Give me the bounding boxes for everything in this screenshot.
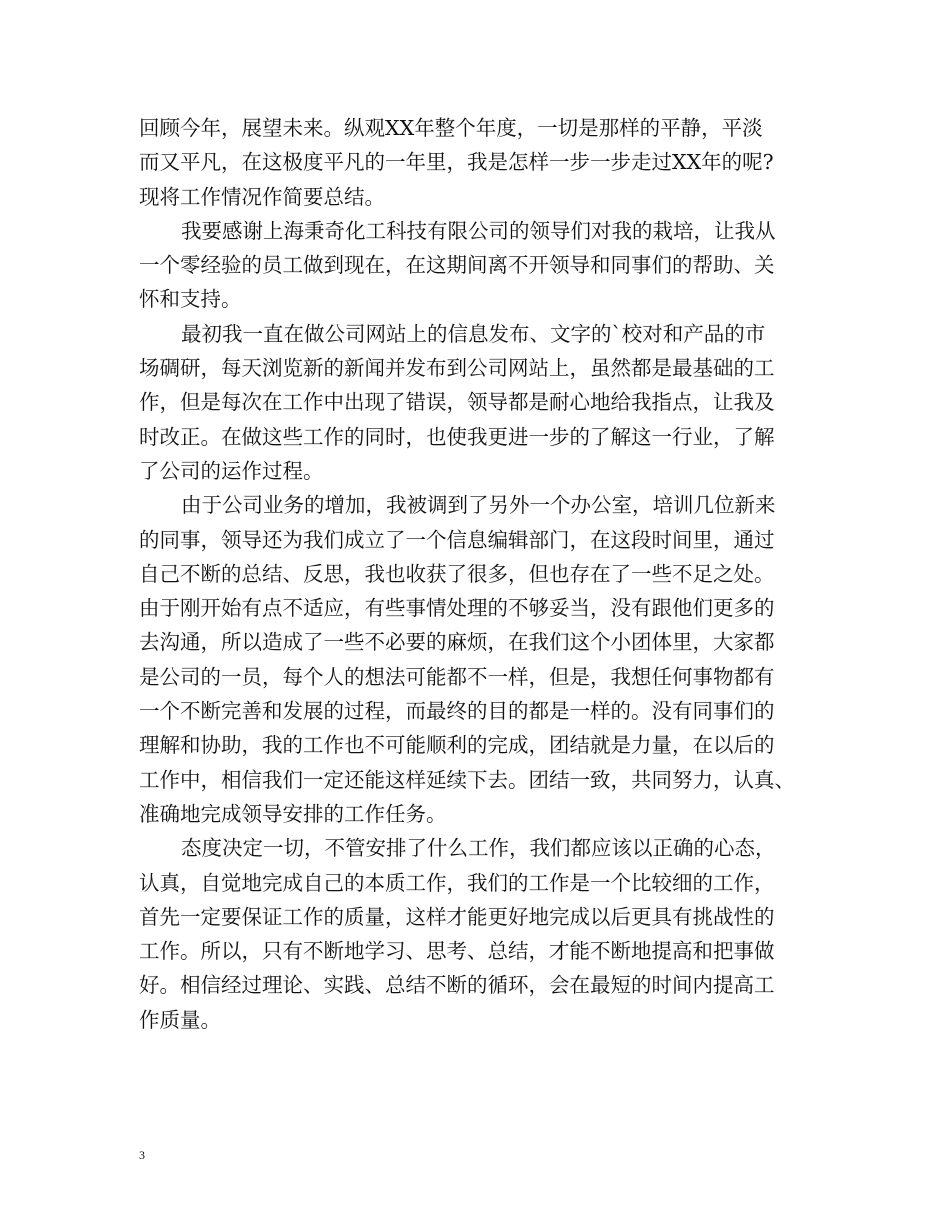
- text-line: 理解和协助，我的工作也不可能顺利的完成，团结就是力量，在以后的: [139, 733, 775, 758]
- text-line: 态度决定一切，不管安排了什么工作，我们都应该以正确的心态，: [181, 836, 776, 861]
- text-line: 工作。所以，只有不断地学习、思考、总结，才能不断地提高和把事做: [139, 939, 775, 964]
- text-line: 现将工作情况作简要总结。: [139, 184, 385, 209]
- paragraph: [139, 831, 823, 1037]
- text-line: 首先一定要保证工作的质量，这样才能更好地完成以后更具有挑战性的: [139, 904, 775, 929]
- paragraph: [139, 317, 823, 488]
- text-line: 由于公司业务的增加，我被调到了另外一个办公室，培训几位新来: [181, 493, 776, 518]
- text-line: 作，但是每次在工作中出现了错误，领导都是耐心地给我指点，让我及: [139, 390, 775, 415]
- text-line: 一个零经验的员工做到现在，在这期间离不开领导和同事们的帮助、关: [139, 253, 775, 278]
- text-line: 工作中，相信我们一定还能这样延续下去。团结一致，共同努力，认真、: [139, 767, 795, 792]
- text-line: 作质量。: [139, 1007, 221, 1032]
- paragraph: [139, 488, 823, 831]
- text-line: 自己不断的总结、反思，我也收获了很多，但也存在了一些不足之处。: [139, 561, 775, 586]
- text-line: 回顾今年，展望未来。纵观XX年整个年度，一切是那样的平静，平淡: [139, 116, 763, 140]
- page-number: 3: [139, 1148, 145, 1162]
- document-body: [139, 111, 823, 1037]
- text-line: 好。相信经过理论、实践、总结不断的循环，会在最短的时间内提高工: [139, 973, 775, 998]
- paragraph: [139, 111, 823, 214]
- text-line: 而又平凡，在这极度平凡的一年里，我是怎样一步一步走过XX年的呢?: [139, 150, 774, 175]
- paragraph: [139, 214, 823, 317]
- text-line: 了公司的运作过程。: [139, 458, 324, 483]
- text-line: 是公司的一员，每个人的想法可能都不一样，但是，我想任何事物都有: [139, 664, 775, 689]
- text-line: 最初我一直在做公司网站上的信息发布、文字的`校对和产品的市: [181, 321, 766, 346]
- text-line: 认真，自觉地完成自己的本质工作，我们的工作是一个比较细的工作，: [139, 870, 775, 895]
- text-line: 准确地完成领导安排的工作任务。: [139, 801, 447, 826]
- text-line: 由于刚开始有点不适应，有些事情处理的不够妥当，没有跟他们更多的: [139, 596, 775, 621]
- text-line: 场碉研，每天浏览新的新闻并发布到公司网站上，虽然都是最基础的工: [139, 356, 775, 381]
- text-line: 我要感谢上海秉奇化工科技有限公司的领导们对我的栽培，让我从: [181, 218, 776, 243]
- text-line: 的同事，领导还为我们成立了一个信息编辑部门，在这段时间里，通过: [139, 527, 775, 552]
- text-line: 去沟通，所以造成了一些不必要的麻烦，在我们这个小团体里，大家都: [139, 630, 775, 655]
- text-line: 一个不断完善和发展的过程，而最终的目的都是一样的。没有同事们的: [139, 699, 775, 724]
- text-line: 时改正。在做这些工作的同时，也使我更进一步的了解这一行业，了解: [139, 424, 775, 449]
- text-line: 怀和支持。: [139, 287, 242, 312]
